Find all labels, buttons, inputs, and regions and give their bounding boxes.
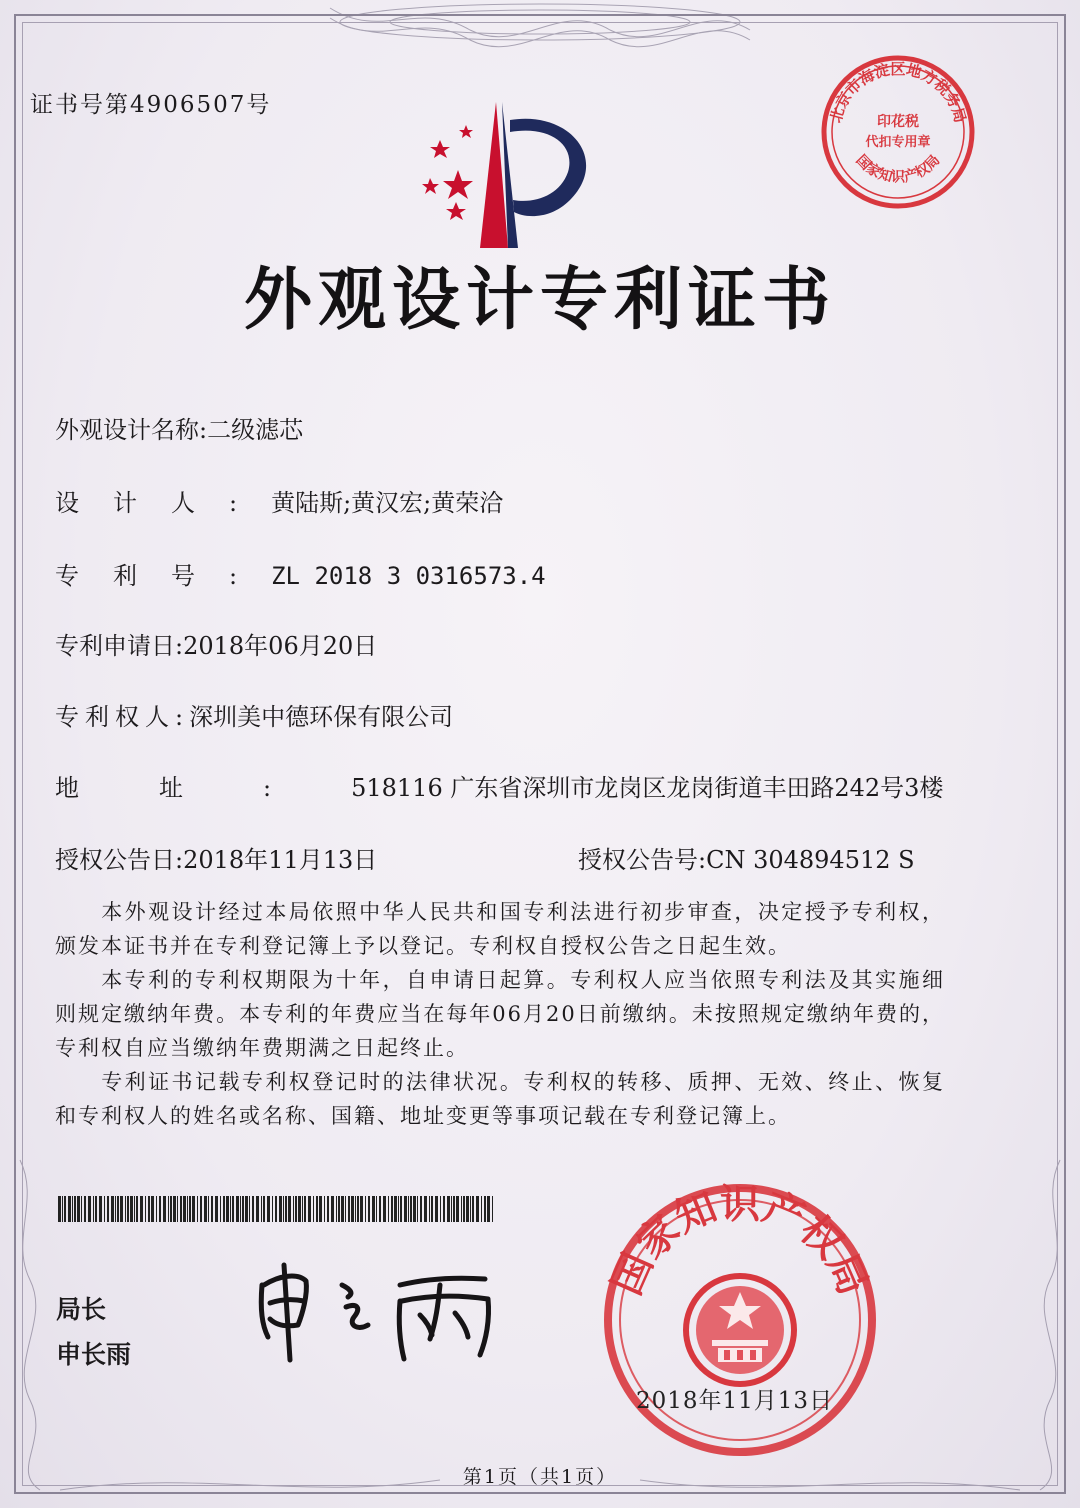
barcode-bar	[58, 1196, 61, 1222]
barcode-bar	[177, 1196, 178, 1222]
barcode-bar	[151, 1196, 154, 1222]
seal-text: 国家知识产权局	[603, 1181, 877, 1302]
barcode-bar	[400, 1196, 402, 1222]
barcode-bar	[252, 1196, 254, 1222]
barcode-bar	[232, 1196, 234, 1222]
barcode-bar	[173, 1196, 176, 1222]
barcode-bar	[99, 1196, 102, 1222]
barcode-bar	[200, 1196, 202, 1222]
statement-paragraphs	[55, 895, 945, 1133]
barcode-bar	[115, 1196, 116, 1222]
barcode-bar	[163, 1196, 166, 1222]
grant-date-field	[55, 840, 377, 875]
barcode-bar	[180, 1196, 182, 1222]
barcode-bar	[104, 1196, 105, 1222]
barcode-bar	[487, 1196, 490, 1222]
barcode-bar	[62, 1196, 63, 1222]
barcode-bar	[117, 1196, 119, 1222]
paragraph-2: 本专利的专利权期限为十年，自申请日起算。专利权人应当依照专利法及其实施细则规定缴纳年费。本专利的年费应当在每年06月20日前缴纳。未按照规定缴纳年费的，专利权自应当缴纳年费期满之日起终止。	[55, 968, 945, 1060]
grant-date-value: 2018年11月13日	[183, 846, 378, 874]
barcode-bar	[456, 1196, 459, 1222]
barcode-bar	[74, 1196, 76, 1222]
barcode-bar	[295, 1196, 297, 1222]
designer-value: 黄陆斯;黄汉宏;黄荣洽	[271, 489, 504, 517]
barcode-bar	[453, 1196, 455, 1222]
barcode-bar	[472, 1196, 474, 1222]
tax-stamp-line2: 代扣专用章	[865, 135, 931, 150]
barcode-bar	[84, 1196, 86, 1222]
barcode-bar	[223, 1196, 225, 1222]
barcode-bar	[348, 1196, 350, 1222]
barcode-bar	[470, 1196, 471, 1222]
barcode-bar	[261, 1196, 262, 1222]
barcode-bar	[365, 1196, 366, 1222]
barcode-bar	[242, 1196, 244, 1222]
patent-number-field	[55, 556, 546, 591]
national-emblem-icon	[686, 1276, 794, 1384]
design-name-value: 二级滤芯	[207, 416, 304, 444]
barcode-bar	[230, 1196, 231, 1222]
barcode-bar	[134, 1196, 135, 1222]
application-date-label: 专利申请日:	[55, 632, 184, 660]
barcode-bar	[394, 1196, 397, 1222]
barcode-bar	[298, 1196, 301, 1222]
barcode-bar	[338, 1196, 340, 1222]
barcode-bar	[372, 1196, 375, 1222]
seal-date: 2018年11月13日	[636, 1388, 834, 1414]
barcode-bar	[304, 1196, 306, 1222]
barcode-bar	[145, 1196, 146, 1222]
grant-date-label: 授权公告日:	[55, 846, 184, 874]
barcode-bar	[220, 1196, 221, 1222]
barcode-bar	[285, 1196, 287, 1222]
barcode-bar	[336, 1196, 337, 1222]
barcode-bar	[420, 1196, 422, 1222]
designer-field	[55, 483, 503, 518]
barcode-bar	[187, 1196, 188, 1222]
barcode-bar	[245, 1196, 248, 1222]
tax-stamp-outer-text: 北京市海淀区地方税务局	[826, 60, 970, 125]
barcode-bar	[376, 1196, 377, 1222]
barcode-bar	[398, 1196, 399, 1222]
patentee-field	[55, 697, 453, 732]
signatory-name: 申长雨	[56, 1340, 132, 1369]
barcode-bar	[447, 1196, 450, 1222]
barcode-bar	[240, 1196, 241, 1222]
barcode-bar	[204, 1196, 207, 1222]
barcode-bar	[341, 1196, 344, 1222]
svg-text:国家知识产权局	[853, 152, 944, 186]
design-name-field	[55, 410, 303, 445]
barcode-bar	[197, 1196, 198, 1222]
barcode-bar	[263, 1196, 265, 1222]
barcode-bar	[451, 1196, 452, 1222]
barcode-bar	[77, 1196, 80, 1222]
barcode-bar	[440, 1196, 441, 1222]
barcode-bar	[72, 1196, 73, 1222]
application-date-field	[55, 626, 377, 661]
barcode-bar	[408, 1196, 409, 1222]
svg-text:国家知识产权局	[604, 1181, 876, 1301]
grant-number-field	[578, 840, 915, 875]
barcode-bar	[95, 1196, 97, 1222]
barcode-bar	[130, 1196, 133, 1222]
barcode-bar	[159, 1196, 161, 1222]
barcode-bar	[351, 1196, 354, 1222]
barcode-bar	[308, 1196, 311, 1222]
barcode-bar	[410, 1196, 412, 1222]
barcode-bar	[355, 1196, 356, 1222]
barcode-bar	[148, 1196, 150, 1222]
barcode-bar	[391, 1196, 393, 1222]
barcode-bar	[107, 1196, 109, 1222]
grant-number-label: 授权公告号:	[578, 846, 707, 874]
barcode-bar	[345, 1196, 346, 1222]
barcode-bar	[316, 1196, 318, 1222]
barcode-bar	[127, 1196, 129, 1222]
barcode-bar	[156, 1196, 157, 1222]
patent-number-label: 专利号:	[55, 562, 272, 590]
barcode	[58, 1196, 498, 1222]
barcode-bar	[189, 1196, 191, 1222]
barcode-bar	[267, 1196, 270, 1222]
certificate-number: 证书号第4906507号	[30, 92, 272, 118]
paragraph-1: 本外观设计经过本局依照中华人民共和国专利法进行初步审查，决定授予专利权，颁发本证书并在专利登记簿上予以登记。专利权自授权公告之日起生效。	[55, 900, 945, 958]
signatory-position: 局长	[56, 1295, 107, 1324]
barcode-bar	[256, 1196, 259, 1222]
barcode-bar	[168, 1196, 169, 1222]
cnipa-emblem-icon	[410, 100, 610, 250]
official-seal	[600, 1180, 880, 1460]
barcode-bar	[136, 1196, 138, 1222]
barcode-bar	[327, 1196, 329, 1222]
barcode-bar	[368, 1196, 370, 1222]
barcode-bar	[424, 1196, 427, 1222]
barcode-bar	[435, 1196, 438, 1222]
barcode-bar	[302, 1196, 303, 1222]
barcode-bar	[431, 1196, 433, 1222]
barcode-bar	[288, 1196, 291, 1222]
barcode-bar	[279, 1196, 282, 1222]
patentee-value: 深圳美中德环保有限公司	[189, 703, 454, 731]
barcode-bar	[81, 1196, 82, 1222]
address-field	[55, 768, 943, 803]
barcode-bar	[120, 1196, 123, 1222]
barcode-bar	[357, 1196, 359, 1222]
barcode-bar	[140, 1196, 143, 1222]
barcode-bar	[272, 1196, 273, 1222]
barcode-bar	[429, 1196, 430, 1222]
barcode-bar	[125, 1196, 126, 1222]
barcode-bar	[492, 1196, 493, 1222]
barcode-bar	[476, 1196, 479, 1222]
barcode-bar	[283, 1196, 284, 1222]
barcode-bar	[211, 1196, 213, 1222]
patent-number-value: ZL 2018 3 0316573.4	[271, 562, 546, 590]
barcode-bar	[249, 1196, 250, 1222]
barcode-bar	[183, 1196, 186, 1222]
barcode-bar	[215, 1196, 218, 1222]
barcode-bar	[236, 1196, 239, 1222]
barcode-bar	[461, 1196, 462, 1222]
barcode-bar	[313, 1196, 314, 1222]
barcode-bar	[68, 1196, 71, 1222]
barcode-bar	[324, 1196, 325, 1222]
barcode-bar	[379, 1196, 381, 1222]
barcode-bar	[319, 1196, 322, 1222]
barcode-bar	[331, 1196, 334, 1222]
paragraph-3: 专利证书记载专利权登记时的法律状况。专利权的转移、质押、无效、终止、恢复和专利权人的姓名或名称、国籍、地址变更等事项记载在专利登记簿上。	[55, 1070, 945, 1128]
barcode-bar	[293, 1196, 294, 1222]
barcode-bar	[417, 1196, 418, 1222]
barcode-bar	[111, 1196, 114, 1222]
barcode-bar	[88, 1196, 91, 1222]
application-date-value: 2018年06月20日	[183, 632, 378, 660]
barcode-bar	[64, 1196, 66, 1222]
tax-stamp-bottom-text: 国家知识产权局	[852, 152, 944, 186]
barcode-bar	[93, 1196, 94, 1222]
address-value: 518116 广东省深圳市龙岗区龙岗街道丰田路242号3楼	[351, 774, 944, 802]
barcode-bar	[463, 1196, 465, 1222]
barcode-bar	[484, 1196, 486, 1222]
barcode-bar	[383, 1196, 386, 1222]
barcode-bar	[388, 1196, 389, 1222]
grant-number-value: CN 304894512 S	[706, 846, 915, 874]
tax-stamp-line1: 印花税	[877, 114, 919, 130]
tax-stamp-seal	[818, 52, 978, 212]
barcode-bar	[443, 1196, 445, 1222]
design-name-label: 外观设计名称:	[55, 416, 208, 444]
barcode-bar	[192, 1196, 195, 1222]
barcode-bar	[481, 1196, 482, 1222]
designer-label: 设计人:	[55, 489, 272, 517]
barcode-bar	[208, 1196, 209, 1222]
barcode-bar	[170, 1196, 172, 1222]
certificate-title: 外观设计专利证书	[243, 260, 836, 340]
page-number: 第1页（共1页）	[462, 1466, 618, 1488]
barcode-bar	[226, 1196, 229, 1222]
address-label: 地址:	[55, 774, 352, 802]
barcode-bar	[404, 1196, 407, 1222]
barcode-bar	[360, 1196, 363, 1222]
barcode-bar	[275, 1196, 277, 1222]
barcode-bar	[413, 1196, 416, 1222]
barcode-bar	[466, 1196, 469, 1222]
patentee-label: 专利权人:	[55, 703, 190, 731]
handwritten-signature	[250, 1255, 510, 1365]
